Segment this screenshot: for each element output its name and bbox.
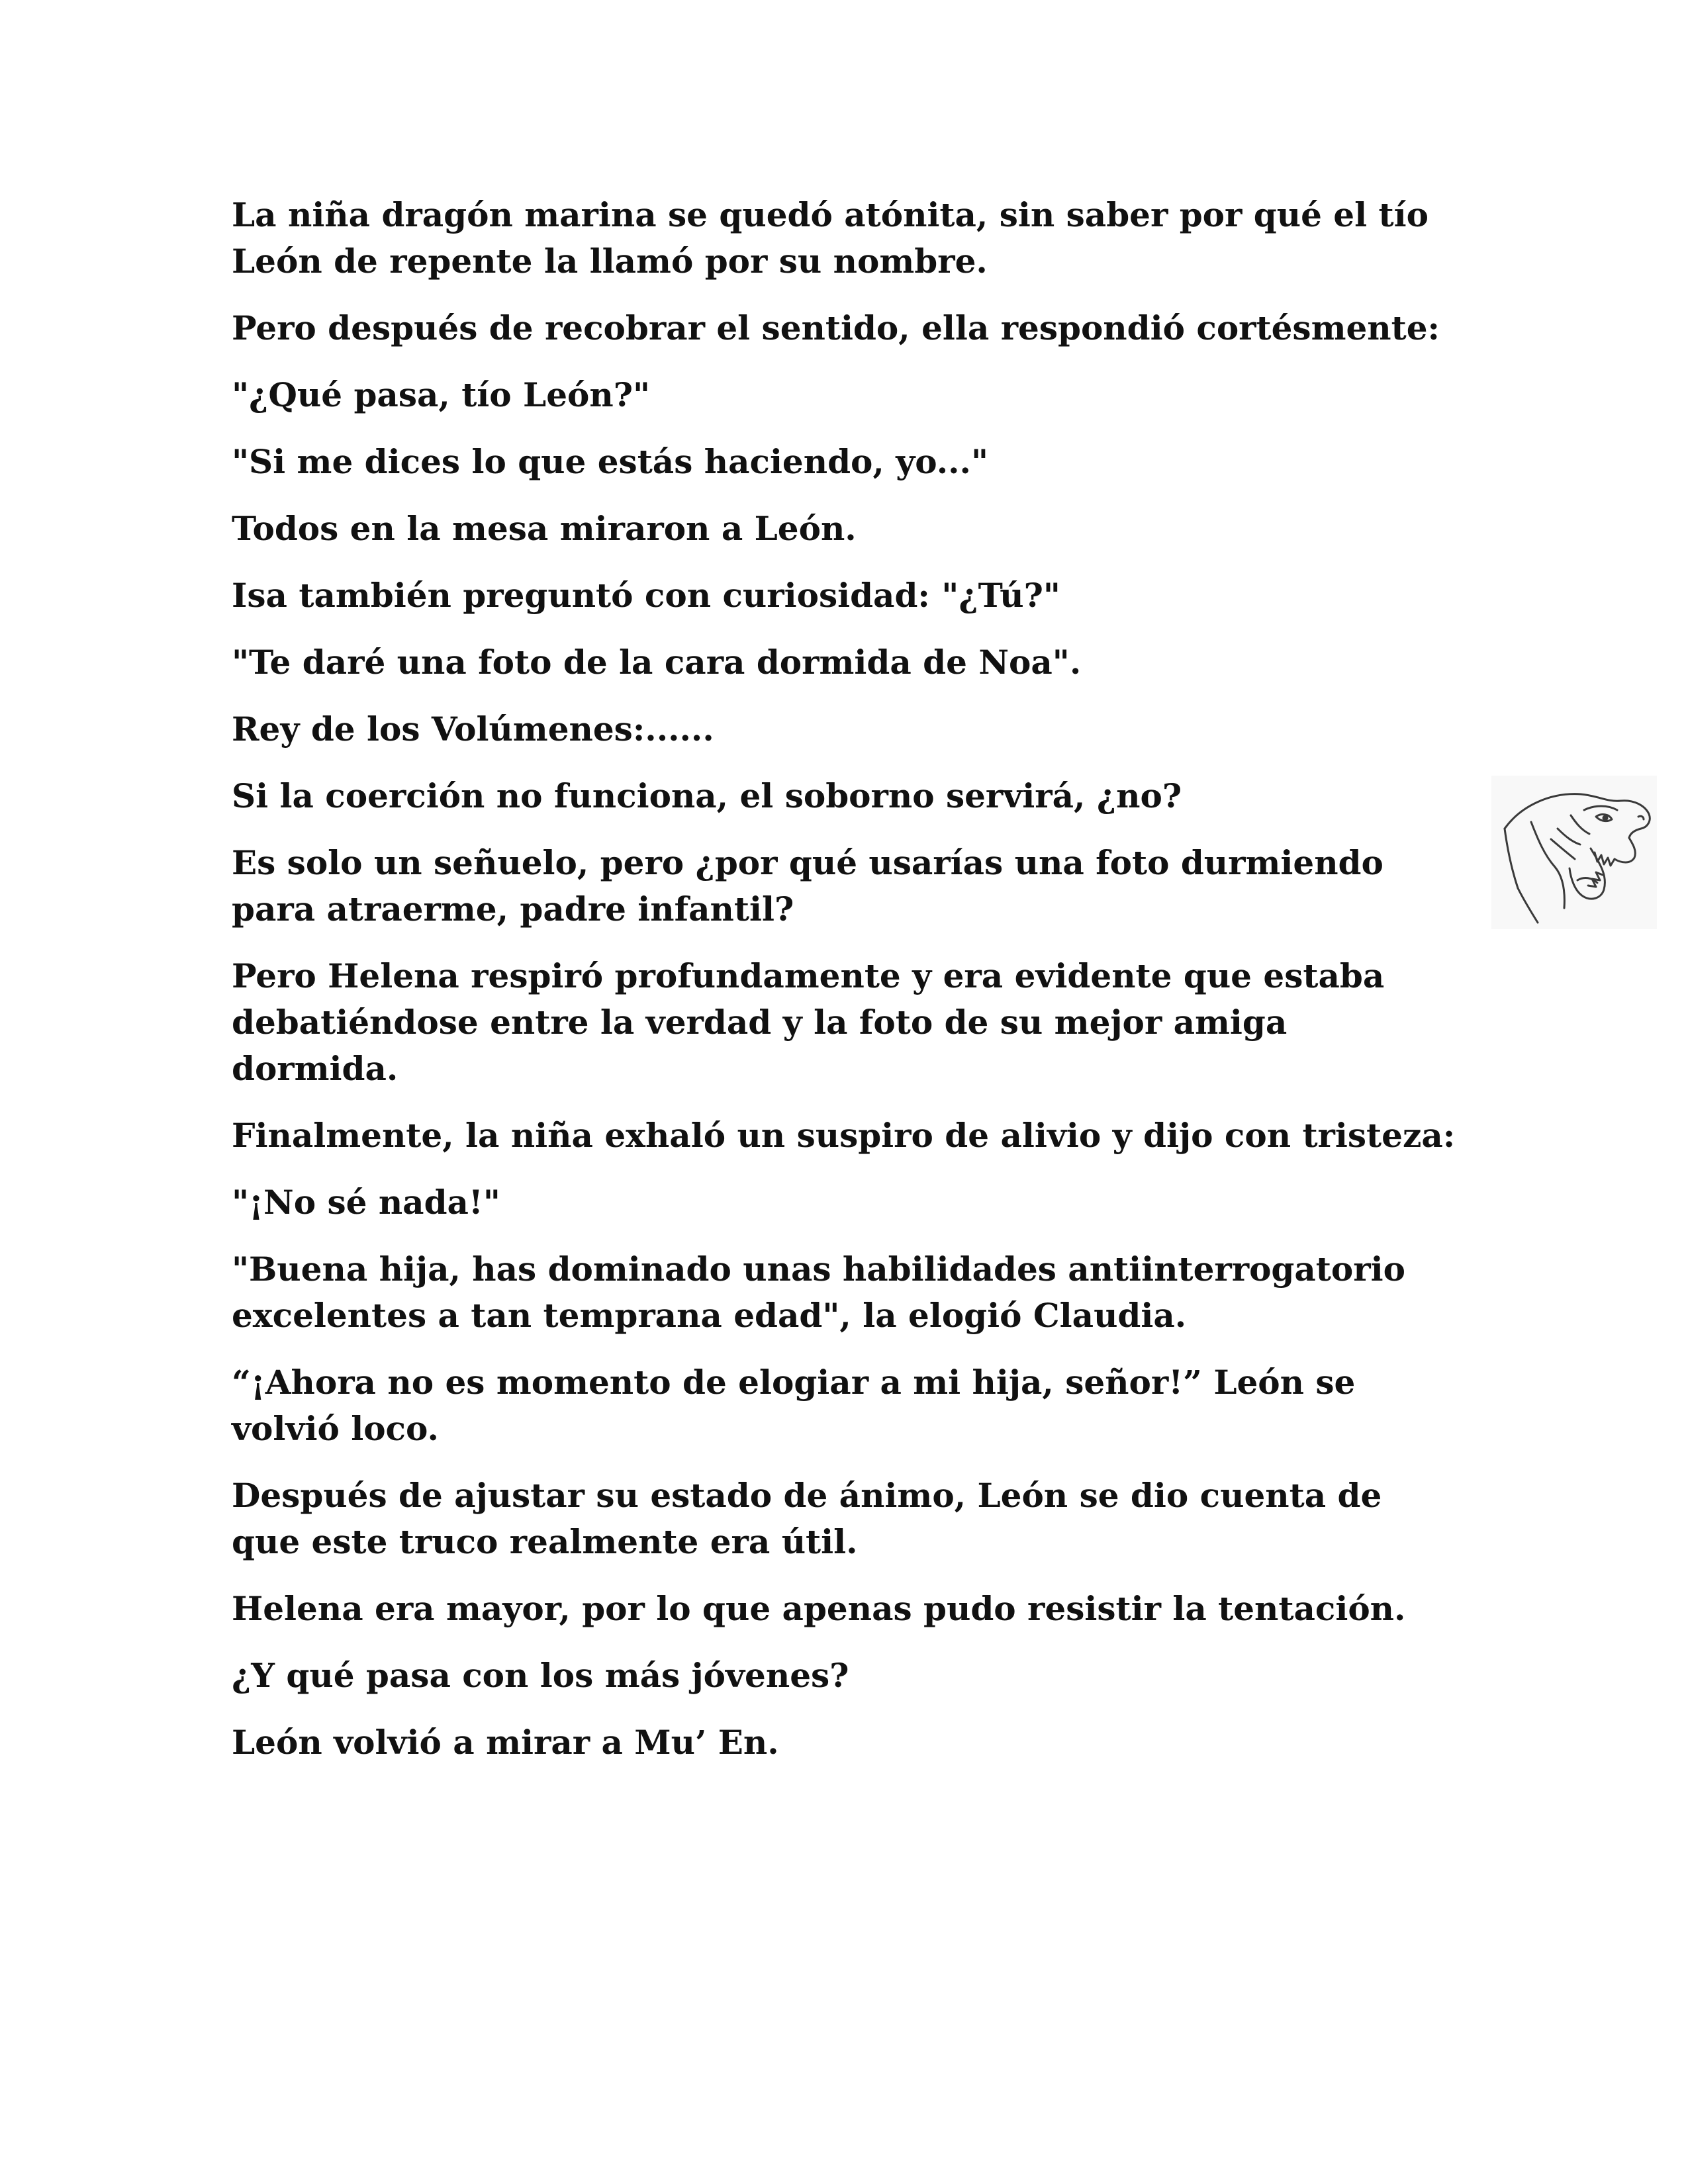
paragraph: Isa también preguntó con curiosidad: "¿Tú?" <box>232 576 1060 615</box>
paragraph: Pero Helena respiró profundamente y era evidente que estaba debatiéndose entre la verdad y la foto de su mejor amiga dormida. <box>232 956 1385 1088</box>
paragraph: "¡No sé nada!" <box>232 1183 500 1222</box>
paragraph: “¡Ahora no es momento de elogiar a mi hija, señor!” León se volvió loco. <box>232 1363 1356 1448</box>
paragraph: La niña dragón marina se quedó atónita, sin saber por qué el tío León de repente la llamó por su nombre. <box>232 195 1429 281</box>
dinosaur-sketch-icon <box>1491 776 1657 929</box>
paragraph: Es solo un señuelo, pero ¿por qué usarías una foto durmiendo para atraerme, padre infantil? <box>232 843 1383 929</box>
paragraph: ¿Y qué pasa con los más jóvenes? <box>232 1656 849 1695</box>
paragraph: Rey de los Volúmenes:...... <box>232 709 714 749</box>
paragraph: Después de ajustar su estado de ánimo, León se dio cuenta de que este truco realmente era útil. <box>232 1476 1382 1561</box>
paragraph: "Si me dices lo que estás haciendo, yo..." <box>232 442 989 481</box>
paragraph: "Buena hija, has dominado unas habilidades antiinterrogatorio excelentes a tan temprana edad", la elogió Claudia. <box>232 1250 1405 1335</box>
paragraph: León volvió a mirar a Mu’ En. <box>232 1723 779 1762</box>
paragraph: "¿Qué pasa, tío León?" <box>232 375 651 414</box>
paragraph: Pero después de recobrar el sentido, ella respondió cortésmente: <box>232 308 1440 347</box>
paragraph: Helena era mayor, por lo que apenas pudo resistir la tentación. <box>232 1589 1406 1628</box>
paragraph: Todos en la mesa miraron a León. <box>232 509 857 548</box>
story-text <box>232 192 1456 1786</box>
paragraph: "Te daré una foto de la cara dormida de Noa". <box>232 643 1082 682</box>
paragraph: Finalmente, la niña exhaló un suspiro de alivio y dijo con tristeza: <box>232 1116 1456 1155</box>
paragraph: Si la coerción no funciona, el soborno servirá, ¿no? <box>232 776 1182 815</box>
